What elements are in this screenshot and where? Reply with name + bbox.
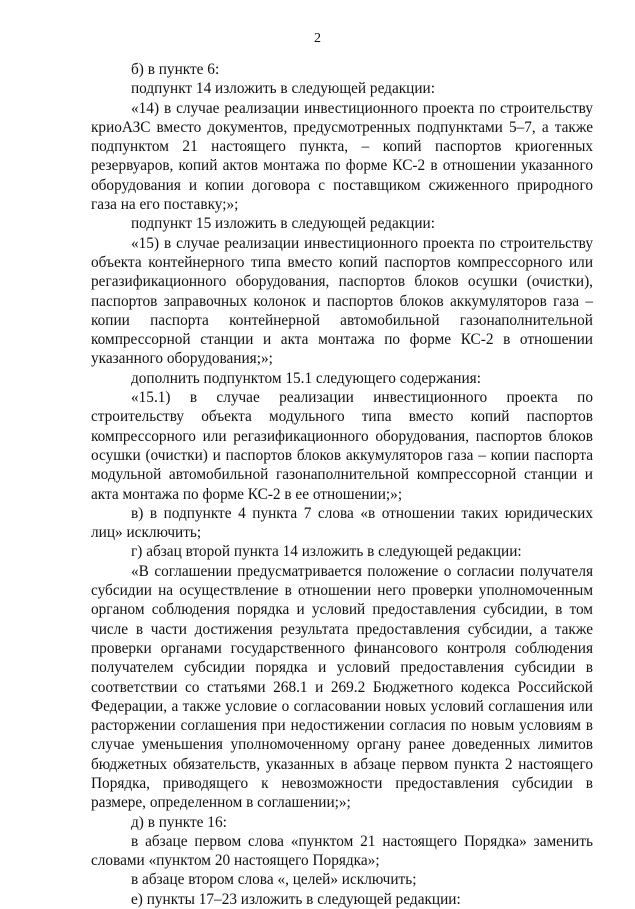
page-number: 2 (314, 31, 321, 46)
document-body (91, 60, 593, 909)
paragraph-subclause-15-intro: подпункт 15 изложить в следующей редакции: (131, 215, 435, 233)
paragraph-item-e: е) пункты 17–23 изложить в следующей редакции: (131, 890, 461, 908)
paragraph-item-d-first: в абзаце первом слова «пунктом 21 настоящего Порядка» заменить словами «пунктом 20 настоящего Порядка»; (91, 832, 593, 870)
paragraph-item-b: б) в пункте 6: (131, 61, 220, 78)
paragraph-item-d: д) в пункте 16: (131, 813, 227, 831)
paragraph-item-g: г) абзац второй пункта 14 изложить в следующей редакции: (131, 543, 522, 561)
paragraph-subclause-14-intro: подпункт 14 изложить в следующей редакции: (131, 80, 435, 98)
paragraph-agreement-text: «В соглашении предусматривается положение о согласии получателя субсидии на осуществление в отношении него проверки уполномоченным органом соблюдения порядка и условий предоставления субсидии, в том числе в части достижения результата предоставления субсидии, а также проверки органами государственного финансового контроля соблюдения получателем субсидии порядка и условий предоставления субсидии в соответствии со статьями 268.1 и 269.2 Бюджетного кодекса Российской Федерации, а также условие о согласовании новых условий соглашения или расторжении соглашения при недостижении согласия по новым условиям в случае уменьшения уполномоченному органу ранее доведенных лимитов бюджетных обязательств, указанных в абзаце первом пункта 2 настоящего Порядка, приводящего к невозможности предоставления субсидии в размере, определенном в соглашении;»; (91, 562, 593, 812)
paragraph-item-v: в) в подпункте 4 пункта 7 слова «в отношении таких юридических лиц» исключить; (91, 504, 593, 542)
paragraph-subclause-15-text: «15) в случае реализации инвестиционного проекта по строительству объекта контейнерного типа вместо копий паспортов компрессорного или регазификационного оборудования, паспортов блоков осушки (очистки), паспортов заправочных колонок и паспортов блоков аккумуляторов газа – копии паспорта контейнерной автомобильной газонаполнительной компрессорной станции и акта монтажа по форме КС-2 в отношении указанного оборудования;»; (91, 234, 593, 368)
paragraph-subclause-15-1-text: «15.1) в случае реализации инвестиционного проекта по строительству объекта модульного типа вместо копий паспортов компрессорного или регазификационного оборудования, паспортов блоков осушки (очистки) и паспортов блоков аккумуляторов газа – копии паспорта модульной автомобильной газонаполнительной компрессорной станции и акта монтажа по форме КС-2 в ее отношении;»; (91, 389, 593, 503)
paragraph-subclause-15-1-intro: дополнить подпунктом 15.1 следующего содержания: (131, 369, 481, 387)
paragraph-item-d-second: в абзаце втором слова «, целей» исключить; (131, 871, 417, 889)
paragraph-subclause-14-text: «14) в случае реализации инвестиционного проекта по строительству криоАЗС вместо документов, предусмотренных подпунктами 5–7, а также подпунктом 21 настоящего пункта, – копий паспортов криогенных резервуаров, копий актов монтажа по форме КС-2 в отношении указанного оборудования и копии договора с поставщиком сжиженного природного газа на его поставку;»; (91, 99, 593, 214)
